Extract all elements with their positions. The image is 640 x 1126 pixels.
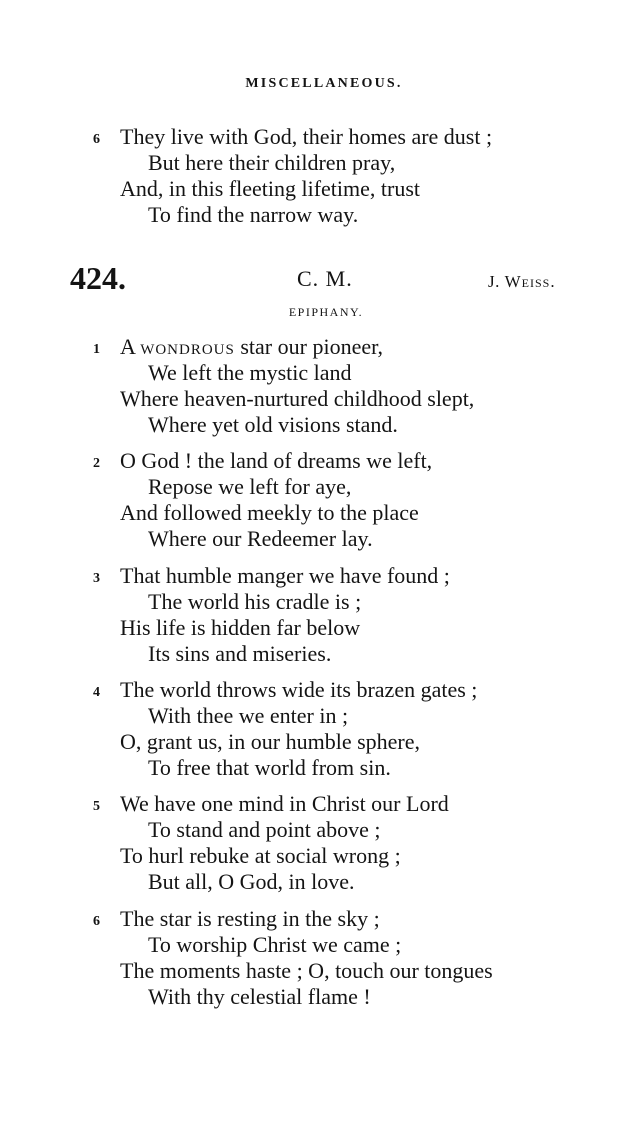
verse-line: The moments haste ; O, touch our tongues	[120, 958, 493, 983]
verse-line: And, in this fleeting lifetime, trust	[120, 176, 421, 201]
verse-line: We have one mind in Christ our Lord	[120, 791, 449, 816]
verse-line: To stand and point above ;	[148, 817, 381, 842]
verse-line: To worship Christ we came ;	[148, 932, 402, 957]
author-surname: Weiss.	[504, 272, 556, 291]
stanza-number: 5	[93, 799, 100, 814]
verse-line: His life is hidden far below	[120, 615, 361, 640]
verse-line: Its sins and miseries.	[148, 641, 332, 666]
hymn-meter: C. M.	[297, 266, 353, 291]
verse-line: O God ! the land of dreams we left,	[120, 448, 433, 473]
verse-line: Repose we left for aye,	[148, 474, 352, 499]
verse-line: The world throws wide its brazen gates ;	[120, 677, 478, 702]
verse-line: With thy celestial flame !	[148, 984, 371, 1009]
verse-line: The star is resting in the sky ;	[120, 906, 380, 931]
verse-line: Where heaven-nurtured childhood slept,	[120, 386, 475, 411]
stanza-number: 1	[93, 342, 100, 357]
stanza-number: 4	[93, 685, 100, 700]
author-name: J. Weiss.	[488, 272, 556, 291]
verse-line: But all, O God, in love.	[148, 869, 355, 894]
verse-line-first: A wondrous star our pioneer,	[120, 334, 384, 359]
stanza-number: 6	[93, 132, 100, 147]
stanza-number: 2	[93, 456, 100, 471]
running-head: MISCELLANEOUS.	[245, 76, 403, 91]
verse-line: They live with God, their homes are dust ;	[120, 124, 493, 149]
hymn-number: 424.	[70, 260, 126, 296]
verse-line: We left the mystic land	[148, 360, 352, 385]
verse-line: And followed meekly to the place	[120, 500, 419, 525]
verse-line: O, grant us, in our humble sphere,	[120, 729, 420, 754]
verse-line: But here their children pray,	[148, 150, 396, 175]
verse-line: Where our Redeemer lay.	[148, 526, 373, 551]
verse-line: With thee we enter in ;	[148, 703, 349, 728]
verse-line: To free that world from sin.	[148, 755, 391, 780]
verse-line: To find the narrow way.	[148, 202, 359, 227]
stanza-number: 6	[93, 914, 100, 929]
hymn-author	[488, 271, 556, 293]
verse-line: The world his cradle is ;	[148, 589, 362, 614]
small-caps-word: wondrous	[140, 334, 235, 359]
verse-line: Where yet old visions stand.	[148, 412, 398, 437]
verse-line: That humble manger we have found ;	[120, 563, 450, 588]
stanza-number: 3	[93, 571, 100, 586]
verse-line: To hurl rebuke at social wrong ;	[120, 843, 401, 868]
hymn-title: EPIPHANY.	[288, 305, 364, 319]
